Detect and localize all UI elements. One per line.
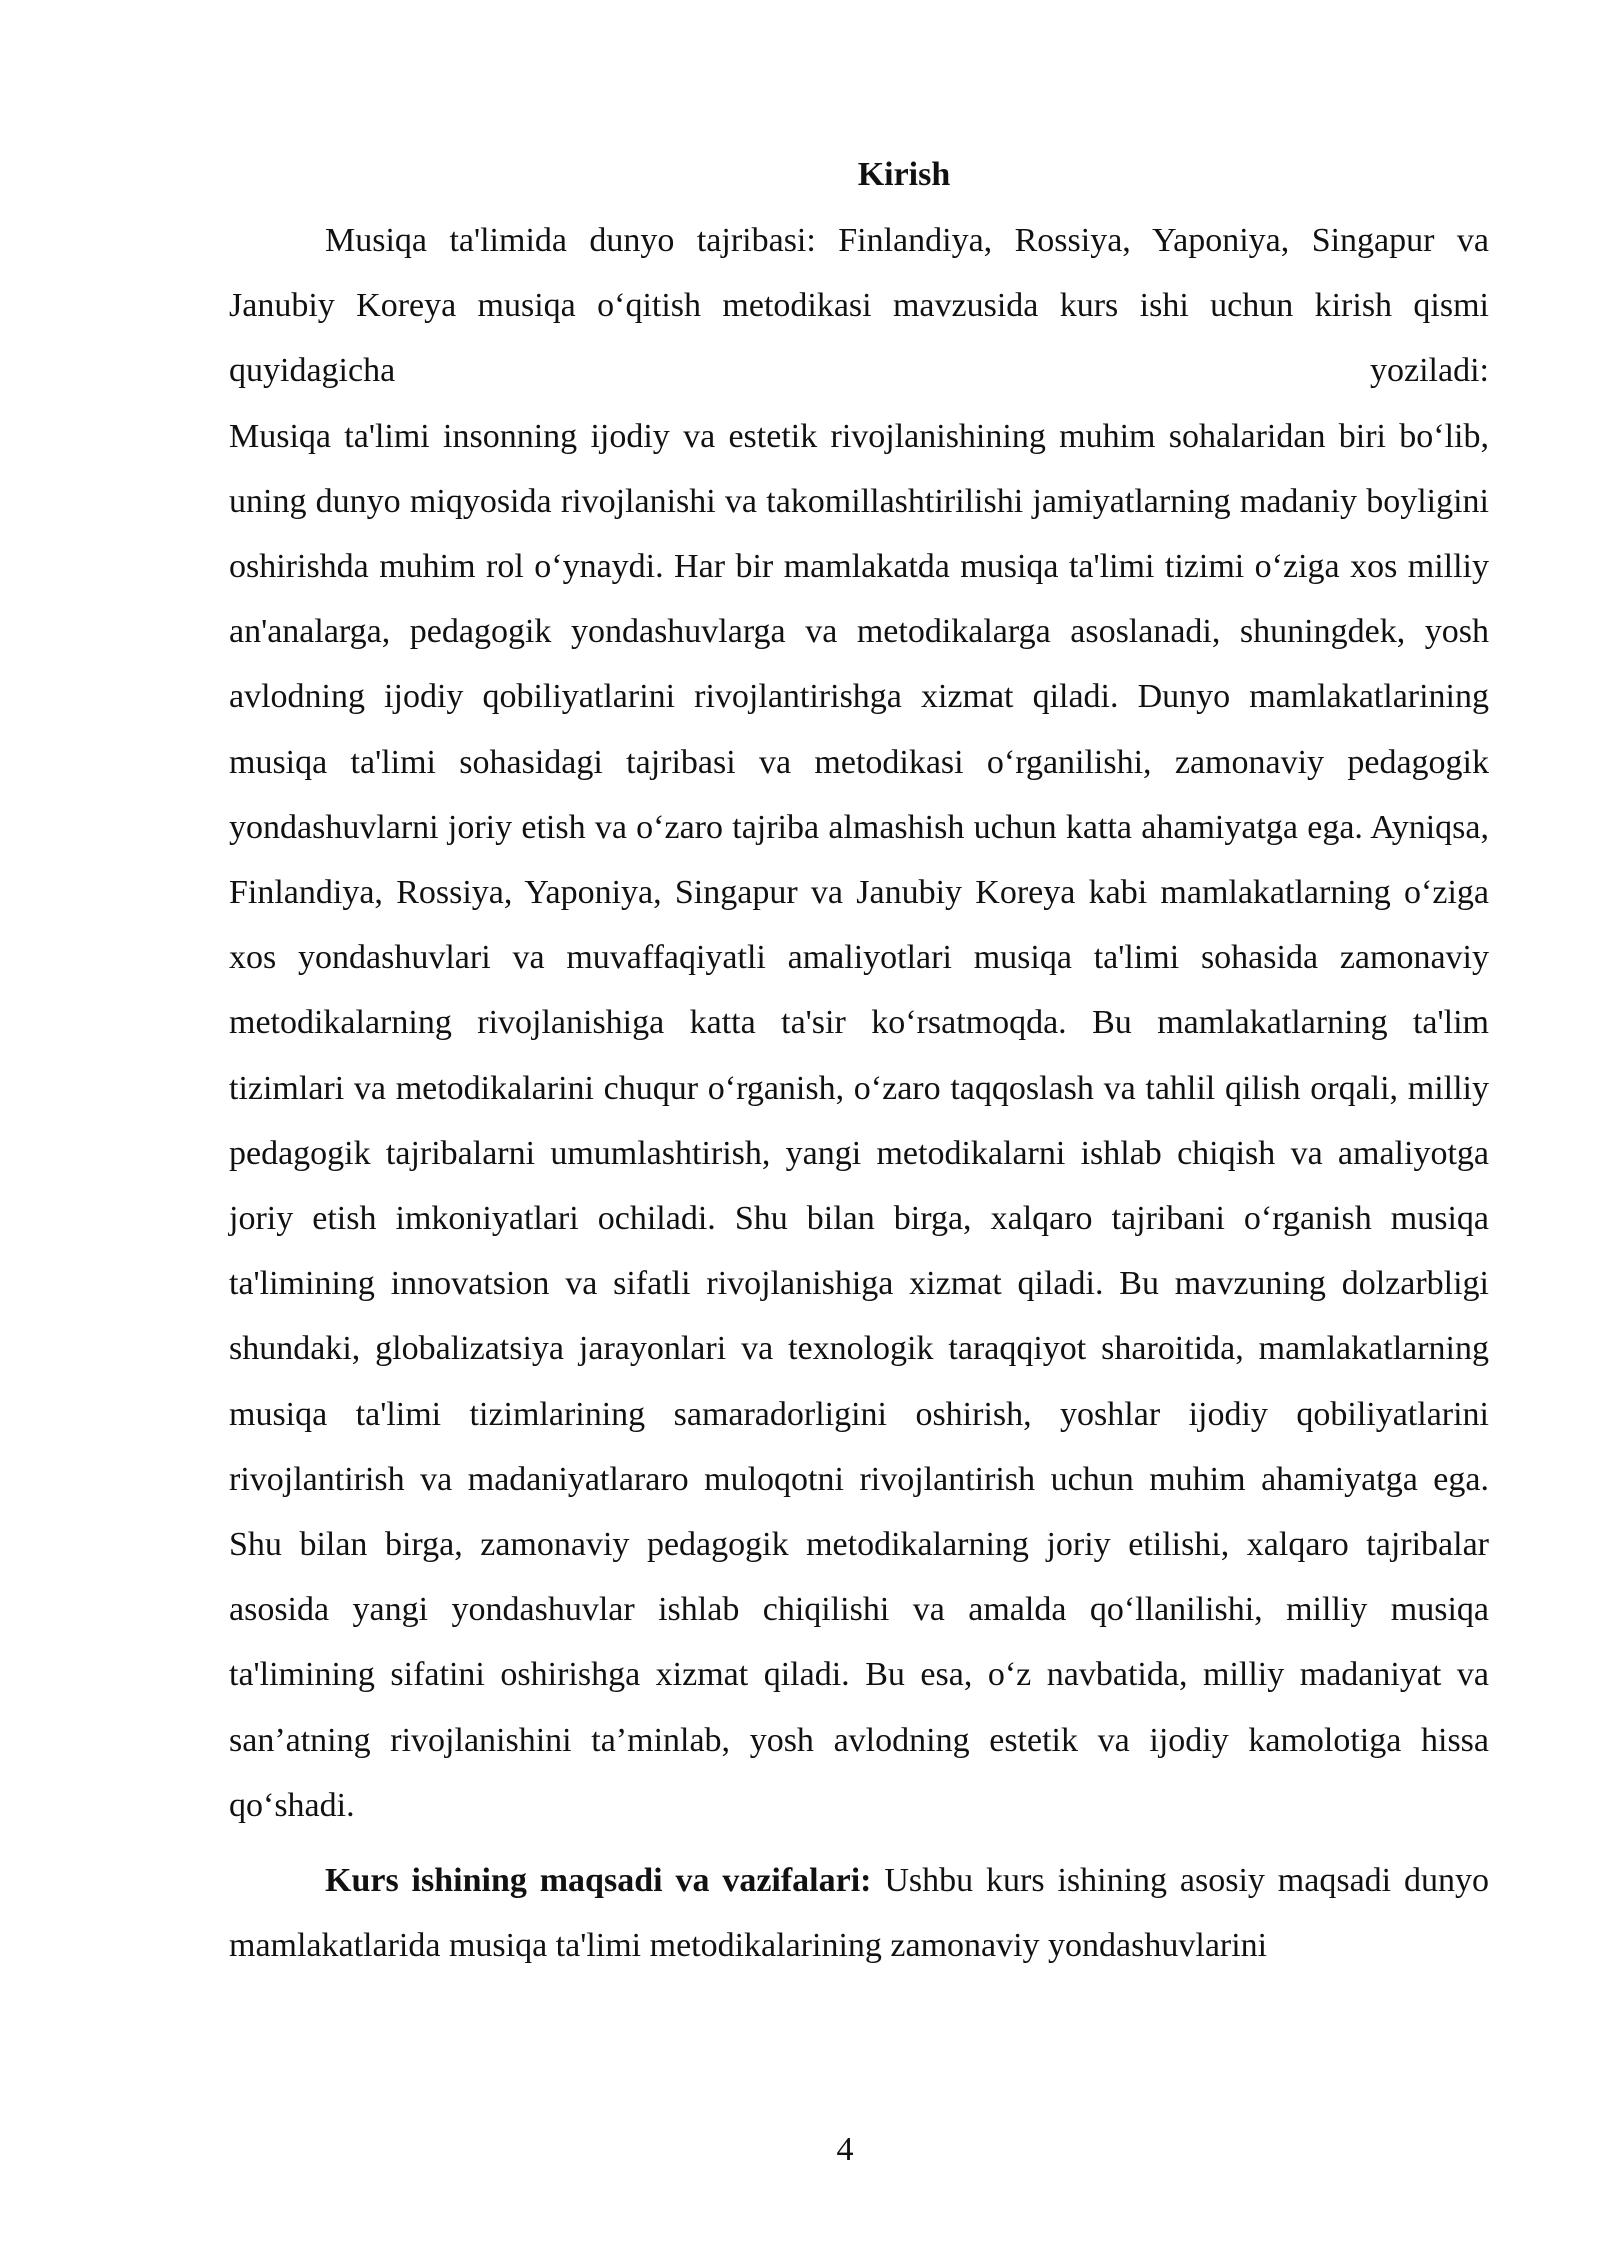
goals-paragraph: [229, 1848, 1489, 1978]
goals-text: Ushbu kurs ishining asosiy maqsadi dunyo mamlakatlarida musiqa ta'limi metodikalarining zamonaviy yondashuvlarini: [229, 1862, 1489, 1965]
page-number: 4: [836, 2131, 854, 2168]
document-page: [229, 150, 1489, 1978]
section-title: Kirish: [857, 156, 951, 193]
intro-paragraph: Musiqa ta'limida dunyo tajribasi: Finlandiya, Rossiya, Yaponiya, Singapur va Janubiy Koreya musiqa o‘qitish metodikasi mavzusida kurs ishi uchun kirish qismi quyidagicha yoziladi:: [229, 222, 1489, 390]
goals-heading: Kurs ishining maqsadi va vazifalari:: [325, 1862, 872, 1900]
main-paragraph: Musiqa ta'limi insonning ijodiy va estetik rivojlanishining muhim sohalaridan biri bo‘lib, uning dunyo miqyosida rivojlanishi va takomillashtirilishi jamiyatlarning madaniy boyligini oshirishda muhim rol o‘ynaydi. Har bir mamlakatda musiqa ta'limi tizimi o‘ziga xos milliy an'analarga, pedagogik yondashuvlarga va metodikalarga asoslanadi, shuningdek, yosh avlodning ijodiy qobiliyatlarini rivojlantirishga xizmat qiladi. Dunyo mamlakatlarining musiqa ta'limi sohasidagi tajribasi va metodikasi o‘rganilishi, zamonaviy pedagogik yondashuvlarni joriy etish va o‘zaro tajriba almashish uchun katta ahamiyatga ega. Ayniqsa, Finlandiya, Rossiya, Yaponiya, Singapur va Janubiy Koreya kabi mamlakatlarning o‘ziga xos yondashuvlari va muvaffaqiyatli amaliyotlari musiqa ta'limi sohasida zamonaviy metodikalarning rivojlanishiga katta ta'sir ko‘rsatmoqda. Bu mamlakatlarning ta'lim tizimlari va metodikalarini chuqur o‘rganish, o‘zaro taqqoslash va tahlil qilish orqali, milliy pedagogik tajribalarni umumlashtirish, yangi metodikalarni ishlab chiqish va amaliyotga joriy etish imkoniyatlari ochiladi. Shu bilan birga, xalqaro tajribani o‘rganish musiqa ta'limining innovatsion va sifatli rivojlanishiga xizmat qiladi. Bu mavzuning dolzarbligi shundaki, globalizatsiya jarayonlari va texnologik taraqqiyot sharoitida, mamlakatlarning musiqa ta'limi tizimlarining samaradorligini oshirish, yoshlar ijodiy qobiliyatlarini rivojlantirish va madaniyatlararo muloqotni rivojlantirish uchun muhim ahamiyatga ega. Shu bilan birga, zamonaviy pedagogik metodikalarning joriy etilishi, xalqaro tajribalar asosida yangi yondashuvlar ishlab chiqilishi va amalda qo‘llanilishi, milliy musiqa ta'limining sifatini oshirishga xizmat qiladi. Bu esa, o‘z navbatida, milliy madaniyat va san’atning rivojlanishini ta’minlab, yosh avlodning estetik va ijodiy kamolotiga hissa qo‘shadi.: [229, 417, 1489, 1824]
